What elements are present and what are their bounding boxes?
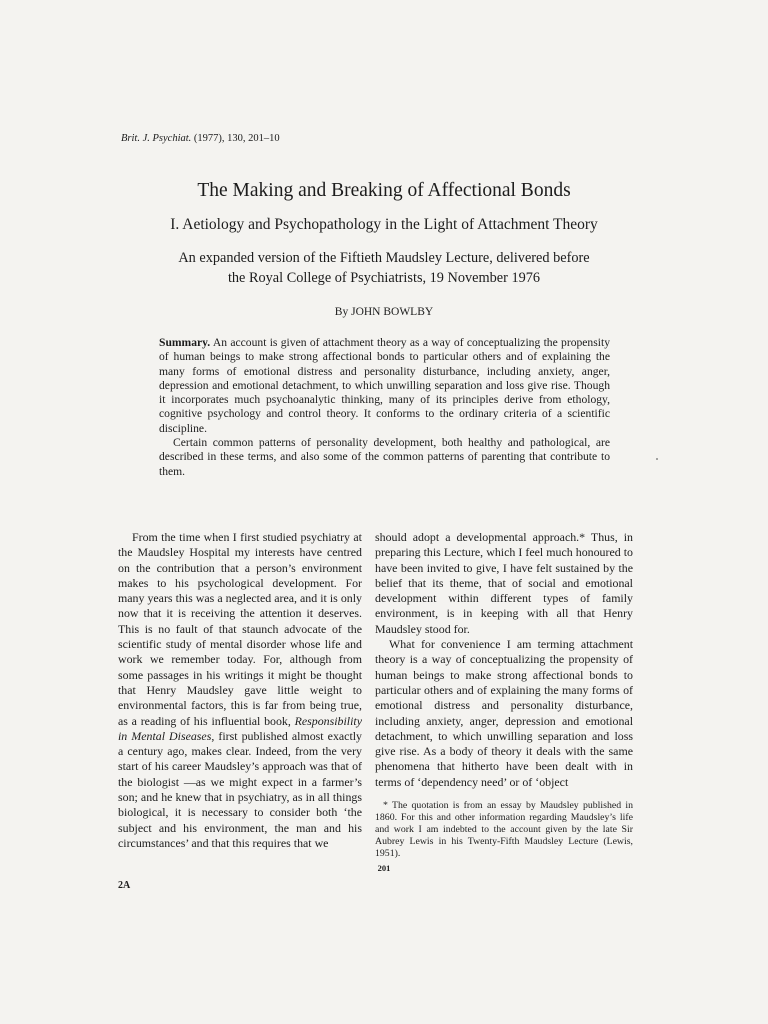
footnote: * The quotation is from an essay by Maudsley published in 1860. For this and other information regarding Maudsley’s life and work I am indebted to the account given by the late Sir Aubrey Lewis in his Twenty-Fifth Maudsley Lecture (Lewis, 1951). — [375, 800, 633, 860]
lecture-note-line-2: the Royal College of Psychiatrists, 19 November 1976 — [227, 270, 541, 286]
summary-text: An account is given of attachment theory as a way of conceptualizing the propensity of human beings to make strong affectional bonds to particular others and of explaining the many forms of emotional distress and personality disturbance, including anxiety, anger, depression and emotional detachment, to which unwilling separation and loss give rise. Though it incorporates much psychoanalytic thinking, many of its principles derive from ethology, cognitive psychology and control theory. It conforms to the ordinary criteria of a scientific discipline. — [159, 336, 610, 435]
lecture-note-line-1: An expanded version of the Fiftieth Maudsley Lecture, delivered before — [178, 250, 590, 266]
body-text-part-1: From the time when I first studied psychiatry at the Maudsley Hospital my interests have centred on the contribution that a person’s environment makes to his psychological development. For many years this was a neglected area, and it is only now that it is receiving the attention it deserves. This is no fault of that staunch advocate of the scientific study of mental disorder whose life and work we remember today. For, although from some passages in his writings it might be thought that Henry Maudsley gave little weight to environmental factors, this is far from being true, as a reading of his influential book, — [118, 530, 362, 728]
summary-block — [159, 336, 610, 479]
body-column-left — [118, 530, 362, 851]
body-paragraph-continuation: should adopt a developmental approach.* Thus, in preparing this Lecture, which I feel much honoured to have been invited to give, I have felt sustained by the belief that its theme, that of social and emotional development within different types of family environment, is in keeping with all that Henry Maudsley stood for. — [375, 530, 633, 636]
scan-speck — [656, 458, 658, 460]
paper-subtitle: I. Aetiology and Psychopathology in the Light of Attachment Theory — [170, 216, 598, 233]
body-text-part-2: , first published almost exactly a century ago, makes clear. Indeed, from the very start of his career Maudsley’s approach was that of the biologist —as we might expect in a farmer’s son; and he knew that in psychiatry, as in all things biological, it is necessary to consider both ‘the subject and his environment, the man and his circumstances’ and that this requires that we — [118, 728, 363, 850]
journal-name: Brit. J. Psychiat. — [121, 133, 192, 144]
paper-title: The Making and Breaking of Affectional Bonds — [197, 180, 571, 201]
summary-label: Summary. — [159, 336, 211, 349]
summary-paragraph-2: Certain common patterns of personality development, both healthy and pathological, are described in these terms, and also some of the common patterns of parenting that contribute to them. — [159, 436, 610, 478]
summary-paragraph-1 — [159, 336, 610, 436]
lecture-note — [0, 248, 768, 288]
body-paragraph-2: What for convenience I am terming attachment theory is a way of conceptualizing the propensity of human beings to make strong affectional bonds to particular others and of explaining the many forms of emotional distress and personality disturbance, including anxiety, anger, depression and emotional detachment, to which unwilling separation and loss give rise. As a body of theory it deals with the same phenomena that hitherto have been dealt with in terms of ‘dependency need’ or of ‘object — [375, 637, 633, 789]
body-paragraph-1 — [118, 530, 362, 851]
page-number: 201 — [377, 863, 391, 873]
body-column-right — [375, 530, 633, 860]
signature-mark: 2A — [118, 880, 131, 891]
citation-details: (1977), 130, 201–10 — [193, 133, 280, 144]
book-title: Responsibility in Mental Diseases — [118, 713, 362, 743]
author-byline: By JOHN BOWLBY — [334, 306, 434, 318]
journal-citation — [121, 133, 280, 144]
